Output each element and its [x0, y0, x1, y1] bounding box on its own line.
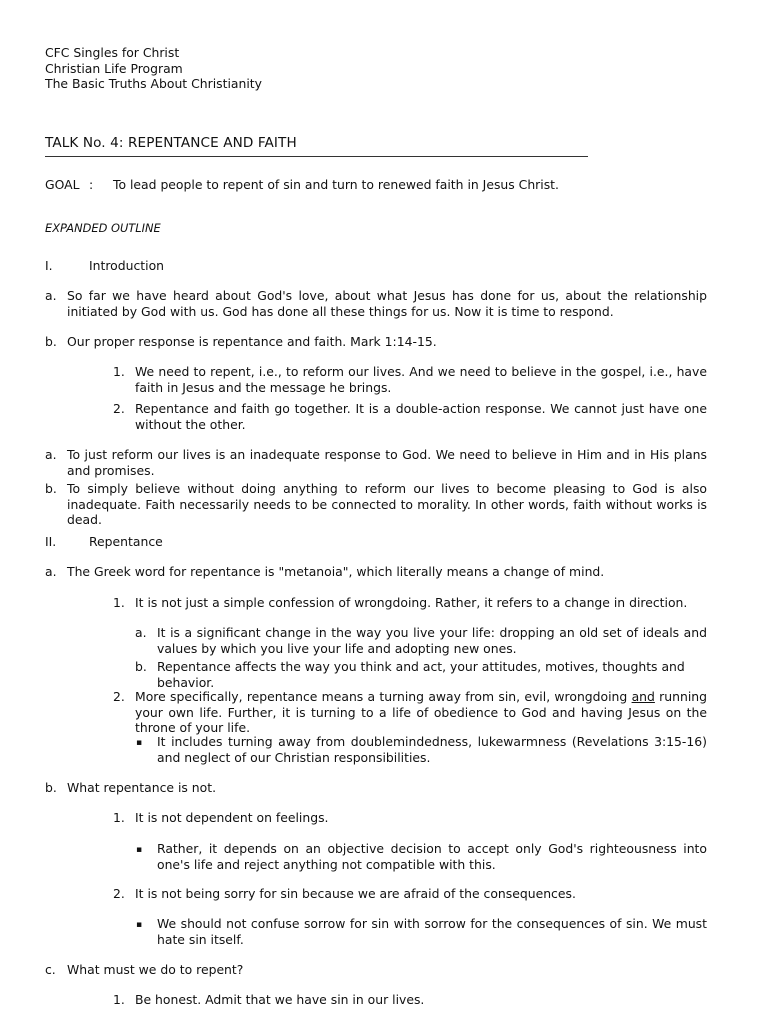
s1-b3-mark: b.: [45, 481, 57, 496]
section1-heading: Introduction: [89, 258, 165, 273]
s2-b1-bullet-text: Rather, it depends on an objective decision to accept only God's righteousness into one's life and reject anything not compatible with this.: [157, 841, 707, 872]
s2-a1b-mark: b.: [135, 659, 147, 674]
goal-text: To lead people to repent of sin and turn to renewed faith in Jesus Christ.: [113, 177, 559, 192]
page-title: TALK No. 4: REPENTANCE AND FAITH: [45, 135, 297, 151]
s2-c1-text: Be honest. Admit that we have sin in our lives.: [135, 992, 425, 1007]
s1-b2-mark: 2.: [113, 401, 125, 416]
s2-a2-text-before: More specifically, repentance means a turning away from sin, evil, wrongdoing: [135, 689, 632, 704]
s1-b2-text: Repentance and faith go together. It is a double-action response. We cannot just have one without the other.: [135, 401, 707, 432]
s2-b2-bullet-mark: ▪: [136, 920, 143, 930]
s2-b-text: What repentance is not.: [67, 780, 217, 795]
s2-a1-text: It is not just a simple confession of wrongdoing. Rather, it refers to a change in direction.: [135, 595, 688, 610]
s1-b1-mark: 1.: [113, 364, 125, 379]
s2-a2-bullet-text: It includes turning away from doublemindedness, lukewarmness (Revelations 3:15-16) and neglect of our Christian responsibilities.: [157, 734, 707, 765]
s1-a2-text: To just reform our lives is an inadequate response to God. We need to believe in Him and in His plans and promises.: [67, 447, 707, 478]
s2-a1-mark: 1.: [113, 595, 125, 610]
s2-c-mark: c.: [45, 962, 56, 977]
s2-b1-text: It is not dependent on feelings.: [135, 810, 329, 825]
s2-a2-bullet-mark: ▪: [136, 738, 143, 748]
s1-b1-text: We need to repent, i.e., to reform our lives. And we need to believe in the gospel, i.e., have faith in Jesus and the message he brings.: [135, 364, 707, 395]
goal-separator: :: [89, 177, 94, 192]
header-subtitle: The Basic Truths About Christianity: [45, 76, 262, 91]
s2-a-text: The Greek word for repentance is "metanoia", which literally means a change of mind.: [67, 564, 605, 579]
s1-b-text: Our proper response is repentance and faith. Mark 1:14-15.: [67, 334, 437, 349]
s2-a2-underlined-word: and: [631, 689, 655, 704]
s1-b3-text: To simply believe without doing anything to reform our lives to become pleasing to God is also inadequate. Faith necessarily needs to be connected to morality. In other words, faith without works is dead.: [67, 481, 707, 527]
section1-number: I.: [45, 258, 53, 273]
s2-a2-mark: 2.: [113, 689, 125, 704]
s2-a2-text: [135, 689, 707, 736]
s2-a1a-mark: a.: [135, 625, 147, 640]
s2-a1a-text: It is a significant change in the way you live your life: dropping an old set of ideals and values by which you live your life and adopting new ones.: [157, 625, 707, 656]
s2-b-mark: b.: [45, 780, 57, 795]
header-program: Christian Life Program: [45, 61, 183, 76]
s2-b2-mark: 2.: [113, 886, 125, 901]
title-rule: [45, 156, 588, 157]
s2-a1b-text: Repentance affects the way you think and act, your attitudes, motives, thoughts and behavior.: [157, 659, 685, 690]
outline-heading: EXPANDED OUTLINE: [45, 221, 161, 235]
s2-c1-mark: 1.: [113, 992, 125, 1007]
s2-b1-bullet-mark: ▪: [136, 845, 143, 855]
s2-b2-bullet-text: We should not confuse sorrow for sin with sorrow for the consequences of sin. We must hate sin itself.: [157, 916, 707, 947]
s2-a-mark: a.: [45, 564, 57, 579]
s2-a2-text-after: running your own life. Further, it is turning to a life of obedience to God and having Jesus on the throne of your life.: [135, 689, 707, 735]
s2-c-text: What must we do to repent?: [67, 962, 244, 977]
s1-b-mark: b.: [45, 334, 57, 349]
section2-heading: Repentance: [89, 534, 163, 549]
header-org: CFC Singles for Christ: [45, 45, 180, 60]
s1-a2-mark: a.: [45, 447, 57, 462]
s2-b1-mark: 1.: [113, 810, 125, 825]
s1-a-mark: a.: [45, 288, 57, 303]
s2-b2-text: It is not being sorry for sin because we are afraid of the consequences.: [135, 886, 576, 901]
s1-a-text: So far we have heard about God's love, about what Jesus has done for us, about the relationship initiated by God with us. God has done all these things for us. Now it is time to respond.: [67, 288, 707, 319]
section2-number: II.: [45, 534, 57, 549]
goal-label: GOAL: [45, 177, 80, 192]
